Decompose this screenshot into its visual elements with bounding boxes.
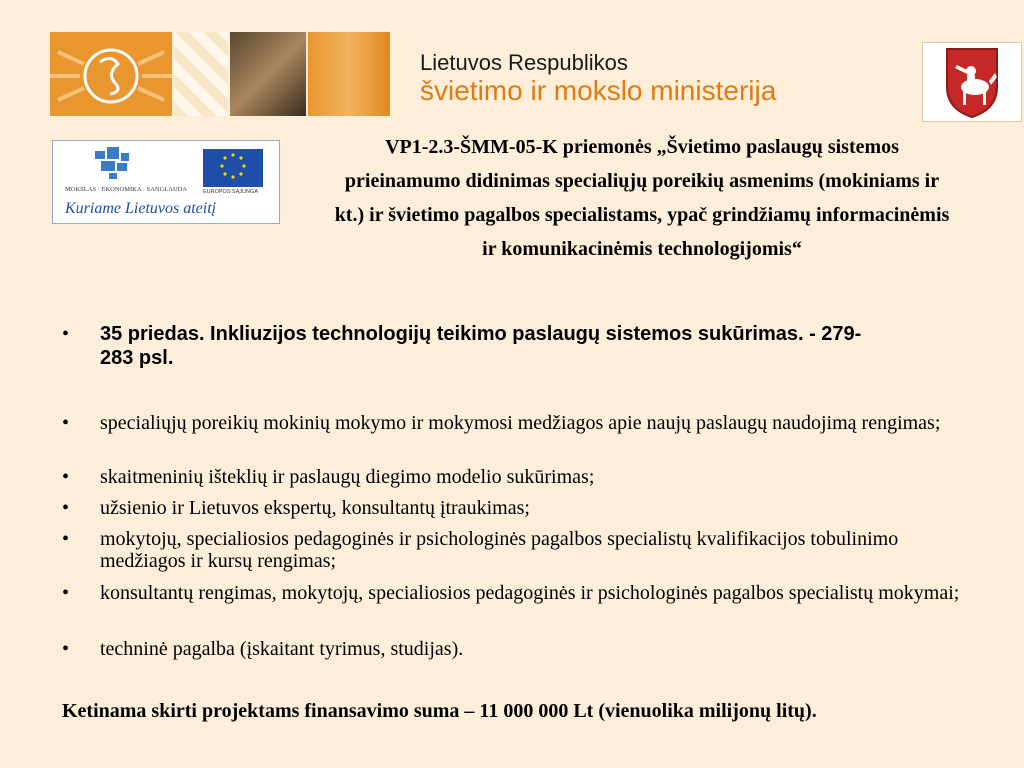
education-emblem-icon xyxy=(50,32,172,116)
slide-headline: VP1-2.3-ŠMM-05-K priemonės „Švietimo paslaugų sistemos prieinamumo didinimas specialiųjų poreikių asmenims (mokiniams ir kt.) ir švietimo pagalbos specialistams, ypač grindžiamų informacinėmis ir komunikacinėmis technologijomis“ xyxy=(334,136,950,260)
bullet-symbol: • xyxy=(62,528,70,550)
list-item-text: mokytojų, specialiosios pedagoginės ir psichologinės pagalbos specialistų kvalifikacijos tobulinimo medžiagos ir kursų rengimas; xyxy=(100,528,899,572)
list-item-text: techninė pagalba (įskaitant tyrimus, studijas). xyxy=(100,638,464,660)
banner-pattern-panel xyxy=(174,32,228,116)
list-item-text: specialiųjų poreikių mokinių mokymo ir mokymosi medžiagos apie naujų paslaugų naudojimą rengimas; xyxy=(100,412,941,434)
bullet-symbol: • xyxy=(62,412,70,434)
coat-of-arms-logo xyxy=(922,42,1022,122)
eu-logo-slogan: Kuriame Lietuvos ateitį xyxy=(65,200,217,217)
bullet-symbol: • xyxy=(62,638,70,660)
eu-logo-small-text: MOKSLAS · EKONOMIKA · SANGLAUDA xyxy=(65,186,188,193)
funding-amount-text: Ketinama skirti projektams finansavimo suma – 11 000 000 Lt (vienuolika milijonų litų). xyxy=(62,700,817,722)
eu-logo-eu-text: EUROPOS SĄJUNGA xyxy=(203,189,259,195)
ministry-line1: Lietuvos Respublikos xyxy=(420,50,628,75)
eu-structural-funds-logo xyxy=(52,140,280,224)
banner-photo-panel xyxy=(230,32,306,116)
header-banner-image xyxy=(50,32,390,116)
banner-orange-panel-right xyxy=(308,32,390,116)
list-item xyxy=(62,582,1000,604)
lead-bullet-text: 35 priedas. Inkliuzijos technologijų teikimo paslaugų sistemos sukūrimas. - 279-283 psl. xyxy=(100,323,862,369)
ministry-name xyxy=(420,50,776,106)
vytis-shield-icon xyxy=(923,43,1021,121)
list-item-text: skaitmeninių išteklių ir paslaugų diegimo modelio sukūrimas; xyxy=(100,466,595,488)
ministry-line2: švietimo ir mokslo ministerija xyxy=(420,75,777,106)
list-item xyxy=(62,466,1000,488)
list-item-text: konsultantų rengimas, mokytojų, specialiosios pedagoginės ir psichologinės pagalbos specialistų mokymai; xyxy=(100,582,960,604)
bullet-symbol: • xyxy=(62,582,70,604)
list-item xyxy=(62,638,1000,660)
lead-bullet xyxy=(62,322,962,370)
list-item xyxy=(62,412,1000,434)
eu-logo-graphic-icon xyxy=(53,141,279,223)
list-item xyxy=(62,528,900,572)
bullet-symbol: • xyxy=(62,497,70,519)
list-item-text: užsienio ir Lietuvos ekspertų, konsultantų įtraukimas; xyxy=(100,497,530,519)
list-item xyxy=(62,497,1000,519)
bullet-symbol: • xyxy=(62,323,70,345)
bullet-symbol: • xyxy=(62,466,70,488)
